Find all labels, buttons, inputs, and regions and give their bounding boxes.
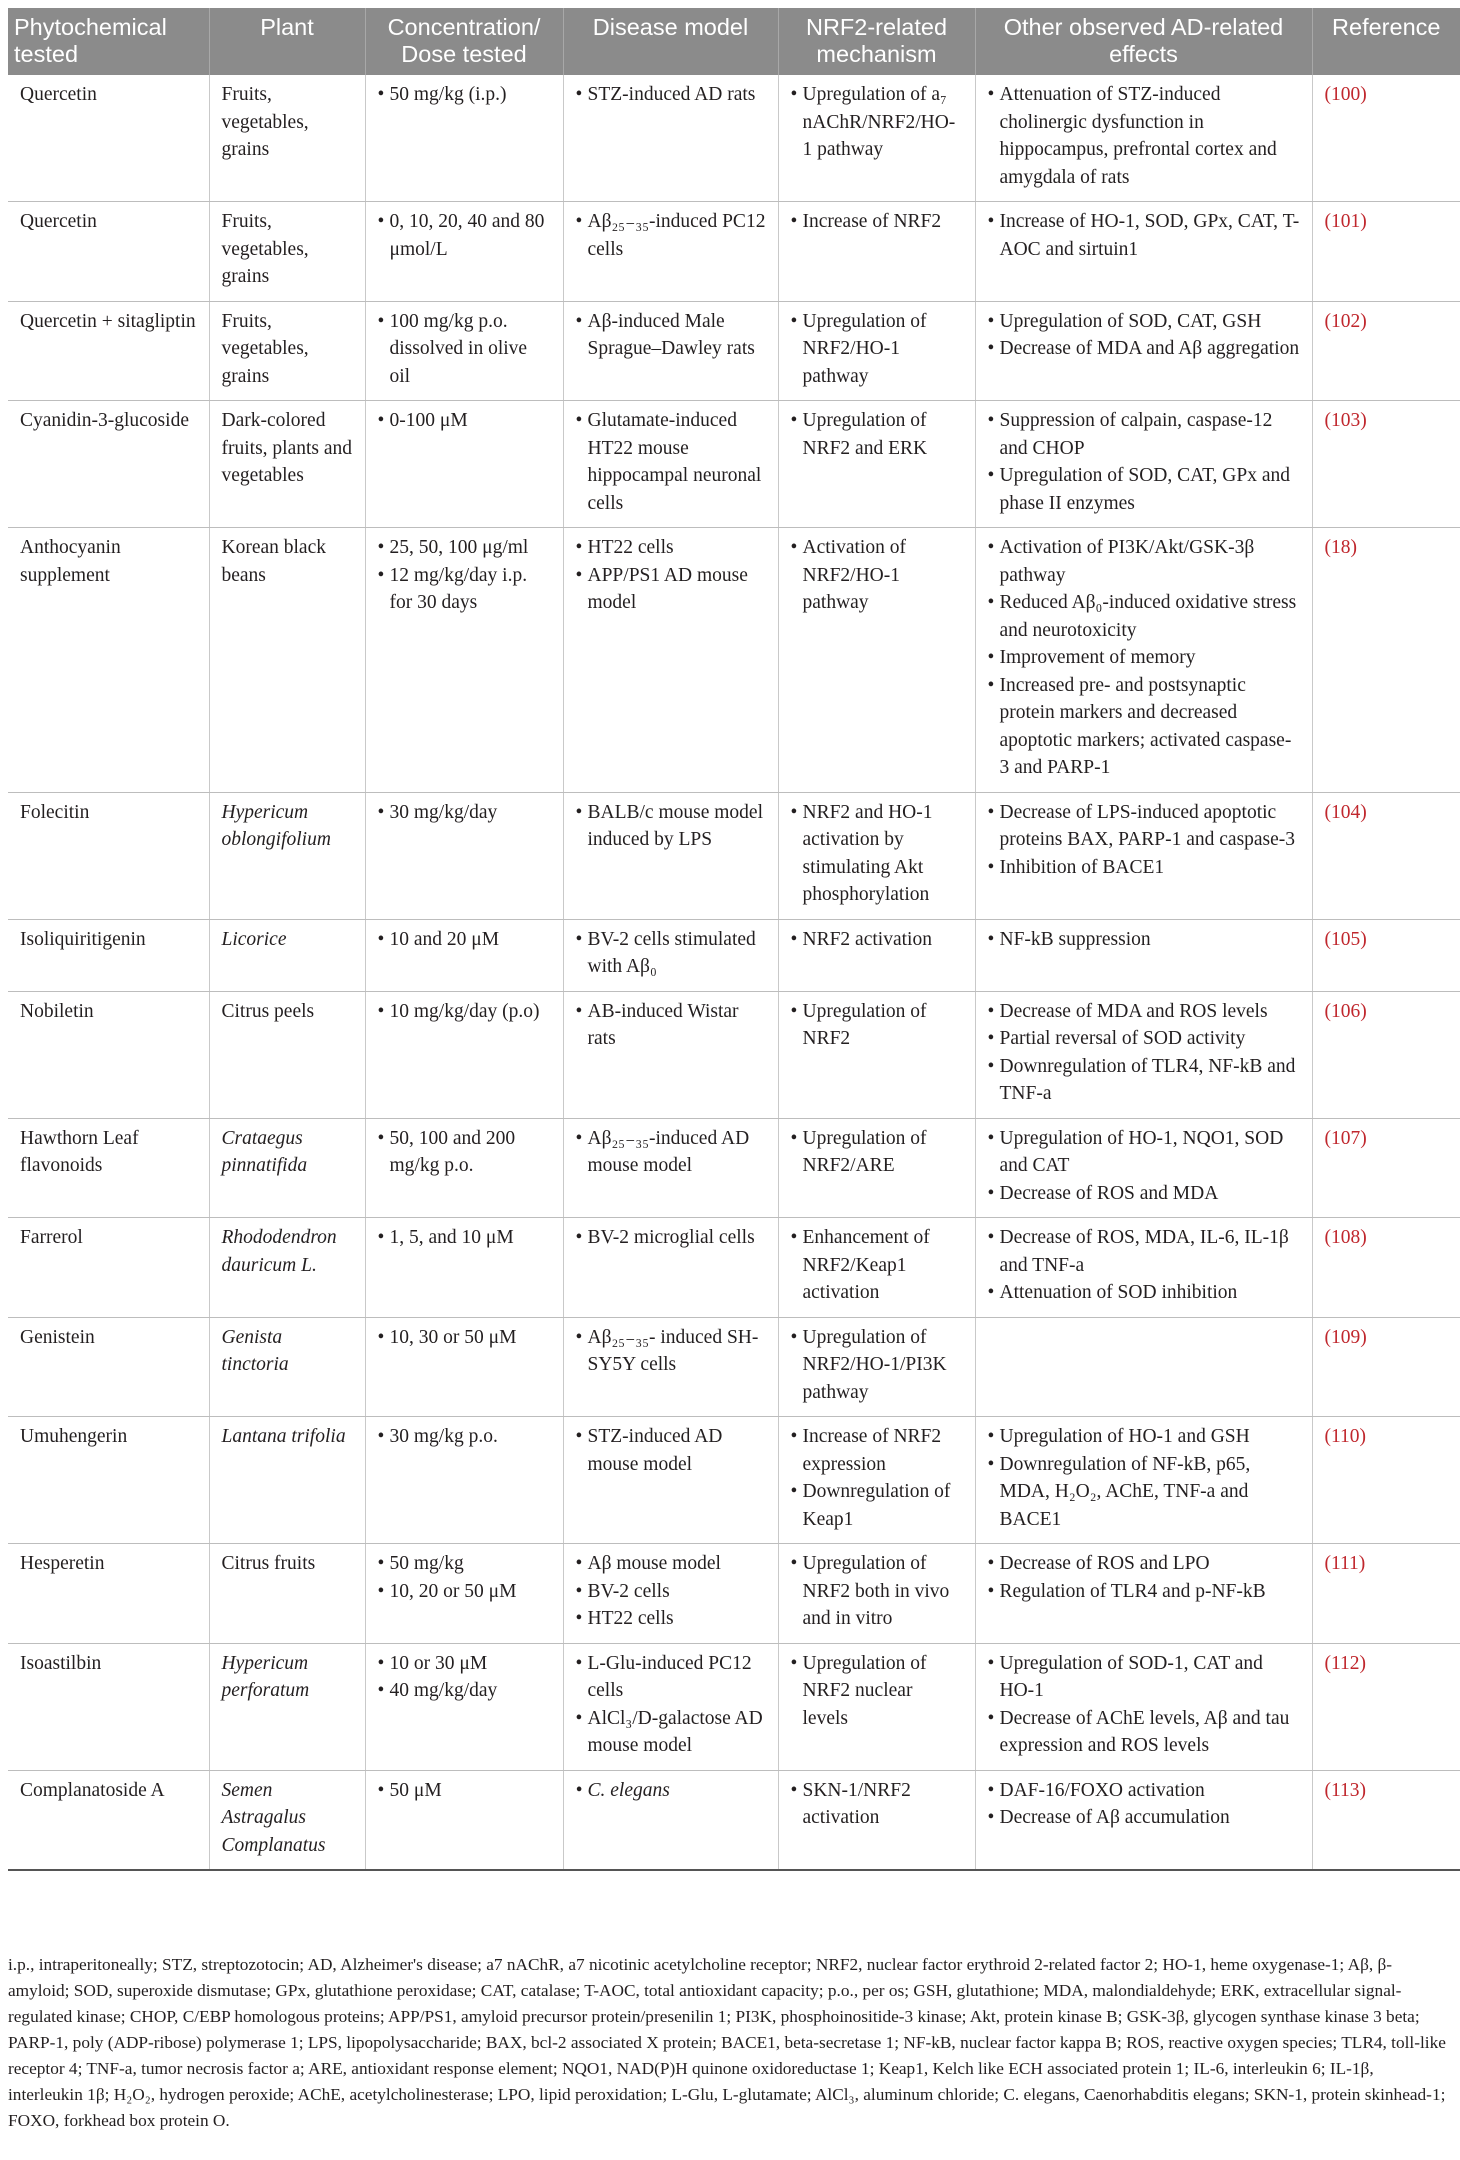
cell-nrf2-mechanism [778,401,975,528]
header-phytochemical: Phytochemical tested [8,8,209,75]
cell-nrf2-mechanism [778,301,975,401]
bullet-item: • Upregulation of NRF2 nuclear levels [791,1650,963,1733]
table-row [8,202,1460,302]
reference-link[interactable]: (102) [1324,310,1367,332]
cell-nrf2-mechanism-list [791,1550,963,1633]
cell-dose [365,991,563,1118]
cell-nrf2-mechanism [778,1118,975,1218]
bullet-item: • Decrease of ROS, MDA, IL-6, IL-1β and TNF-a [988,1224,1300,1279]
reference-link[interactable]: (108) [1324,1227,1367,1248]
cell-reference [1312,1118,1460,1218]
cell-phytochemical: Isoliquiritigenin [8,919,209,991]
cell-nrf2-mechanism [778,202,975,302]
cell-dose-list [378,1224,551,1252]
cell-plant: Semen Astragalus Complanatus [209,1770,365,1870]
bullet-item: • Decrease of LPS-induced apoptotic proteins BAX, PARP-1 and caspase-3 [988,799,1300,854]
reference-link[interactable]: (103) [1324,410,1367,431]
reference-link[interactable]: (111) [1324,1553,1366,1574]
cell-dose-list [378,1777,551,1805]
reference-link[interactable]: (104) [1324,801,1367,823]
bullet-item: • Decrease of ROS and MDA [988,1180,1300,1208]
bullet-item: • Enhancement of NRF2/Keap1 activation [791,1224,963,1307]
cell-reference [1312,301,1460,401]
cell-disease-model-list [576,1224,766,1252]
reference-link[interactable]: (110) [1324,1426,1367,1447]
cell-plant: Licorice [209,919,365,991]
table-row [8,301,1460,401]
table-body [8,75,1460,1870]
bullet-item: • 0-100 μM [378,407,551,435]
cell-disease-model-list [576,208,766,263]
cell-other-effects-list [988,534,1300,782]
cell-dose-list [378,534,551,617]
cell-nrf2-mechanism-list [791,1777,963,1832]
cell-other-effects [975,1770,1312,1870]
bullet-item: • 30 mg/kg p.o. [378,1423,551,1451]
cell-dose [365,1417,563,1544]
cell-disease-model-list [576,308,766,363]
cell-disease-model [563,792,778,919]
reference-link[interactable]: (105) [1324,928,1367,950]
bullet-item: • 50 mg/kg [378,1550,551,1578]
cell-disease-model [563,1218,778,1318]
cell-nrf2-mechanism-list [791,799,963,909]
bullet-item: • Downregulation of Keap1 [791,1478,963,1533]
bullet-item: • AlCl₃/D-galactose AD mouse model [576,1705,766,1760]
cell-phytochemical: Cyanidin-3-glucoside [8,401,209,528]
cell-dose-list [378,799,551,827]
cell-dose [365,528,563,793]
header-nrf2-mechanism: NRF2-related mechanism [778,8,975,75]
table-row [8,991,1460,1118]
bullet-item: • DAF-16/FOXO activation [988,1777,1300,1805]
cell-other-effects [975,1417,1312,1544]
cell-dose [365,301,563,401]
cell-disease-model [563,202,778,302]
bullet-item: • NRF2 and HO-1 activation by stimulating Akt phosphorylation [791,799,963,909]
bullet-item: • Upregulation of HO-1 and GSH [988,1423,1300,1451]
cell-other-effects-list [988,1777,1300,1832]
cell-nrf2-mechanism-list [791,926,963,954]
cell-other-effects [975,528,1312,793]
bullet-item: • Suppression of calpain, caspase-12 and CHOP [988,407,1300,462]
cell-dose-list [378,1125,551,1180]
cell-disease-model-list [576,799,766,854]
bullet-item: • 100 mg/kg p.o. dissolved in olive oil [378,308,551,391]
reference-link[interactable]: (112) [1324,1652,1367,1674]
reference-link[interactable]: (113) [1324,1779,1367,1801]
cell-nrf2-mechanism [778,1317,975,1417]
bullet-item: • 1, 5, and 10 μM [378,1224,551,1252]
cell-dose [365,202,563,302]
cell-plant: Fruits, vegetables, grains [209,301,365,401]
header-dose: Concentration/ Dose tested [365,8,563,75]
cell-disease-model [563,401,778,528]
cell-dose-list [378,1650,551,1705]
bullet-item: • Upregulation of NRF2/HO-1/PI3K pathway [791,1324,963,1407]
bullet-item: • Upregulation of a₇ nAChR/NRF2/HO-1 pathway [791,81,963,164]
bullet-item: • Upregulation of SOD, CAT, GSH [988,308,1300,336]
bullet-item: • Improvement of memory [988,644,1300,672]
header-disease-model: Disease model [563,8,778,75]
cell-dose-list [378,81,551,109]
bullet-item: • Upregulation of NRF2 and ERK [791,407,963,462]
bullet-item: • Inhibition of BACE1 [988,854,1300,882]
cell-reference [1312,75,1460,202]
cell-phytochemical: Genistein [8,1317,209,1417]
bullet-item: • Aβ-induced Male Sprague–Dawley rats [576,308,766,363]
cell-other-effects [975,1643,1312,1770]
bullet-item: • Increased pre- and postsynaptic protein markers and decreased apoptotic markers; activated caspase-3 and PARP-1 [988,672,1300,782]
cell-reference [1312,1317,1460,1417]
cell-plant: Dark-colored fruits, plants and vegetables [209,401,365,528]
bullet-item: • Attenuation of STZ-induced cholinergic dysfunction in hippocampus, prefrontal cortex and amygdala of rats [988,81,1300,191]
bullet-item: • 50 mg/kg (i.p.) [378,81,551,109]
cell-nrf2-mechanism-list [791,407,963,462]
cell-other-effects-list [988,208,1300,263]
bullet-item: • Aβ₂₅₋₃₅- induced SH-SY5Y cells [576,1324,766,1379]
cell-nrf2-mechanism-list [791,81,963,164]
cell-disease-model-list [576,1125,766,1180]
bullet-item: • 10, 30 or 50 μM [378,1324,551,1352]
table-row [8,528,1460,793]
cell-plant: Citrus fruits [209,1544,365,1644]
bullet-item: • Upregulation of NRF2 [791,998,963,1053]
header-reference: Reference [1312,8,1460,75]
bullet-item: • NF-kB suppression [988,926,1300,954]
bullet-item: • BALB/c mouse model induced by LPS [576,799,766,854]
cell-disease-model [563,1317,778,1417]
bullet-item: • C. elegans [576,1777,766,1805]
cell-reference [1312,202,1460,302]
bullet-item: • 10, 20 or 50 μM [378,1578,551,1606]
cell-other-effects-list [988,1650,1300,1760]
bullet-item: • Aβ₂₅₋₃₅-induced AD mouse model [576,1125,766,1180]
cell-reference [1312,1417,1460,1544]
cell-other-effects [975,991,1312,1118]
cell-phytochemical: Quercetin [8,75,209,202]
header-plant: Plant [209,8,365,75]
cell-disease-model [563,991,778,1118]
cell-other-effects [975,401,1312,528]
bullet-item: • Aβ mouse model [576,1550,766,1578]
bullet-item: • 10 and 20 μM [378,926,551,954]
cell-other-effects [975,792,1312,919]
table-row [8,919,1460,991]
bullet-item: • Upregulation of NRF2 both in vivo and in vitro [791,1550,963,1633]
cell-phytochemical: Isoastilbin [8,1643,209,1770]
reference-link[interactable]: (101) [1324,211,1367,232]
bullet-item: • APP/PS1 AD mouse model [576,562,766,617]
bullet-item: • BV-2 cells [576,1578,766,1606]
cell-disease-model-list [576,407,766,517]
cell-dose [365,1643,563,1770]
cell-other-effects-list [988,1550,1300,1605]
bullet-item: • Upregulation of SOD-1, CAT and HO-1 [988,1650,1300,1705]
bullet-item: • Glutamate-induced HT22 mouse hippocampal neuronal cells [576,407,766,517]
table-row [8,75,1460,202]
cell-nrf2-mechanism-list [791,208,963,236]
cell-disease-model-list [576,1423,766,1478]
cell-plant: Hypericum perforatum [209,1643,365,1770]
cell-reference [1312,1218,1460,1318]
bullet-item: • 12 mg/kg/day i.p. for 30 days [378,562,551,617]
cell-reference [1312,1643,1460,1770]
table-row [8,1317,1460,1417]
cell-disease-model-list [576,998,766,1053]
cell-plant: Korean black beans [209,528,365,793]
bullet-item: • Activation of PI3K/Akt/GSK-3β pathway [988,534,1300,589]
cell-nrf2-mechanism-list [791,1125,963,1180]
cell-other-effects-list [988,998,1300,1108]
cell-nrf2-mechanism [778,1544,975,1644]
bullet-item: • Aβ₂₅₋₃₅-induced PC12 cells [576,208,766,263]
bullet-item: • AB-induced Wistar rats [576,998,766,1053]
reference-link[interactable]: (109) [1324,1326,1367,1348]
cell-disease-model-list [576,1777,766,1805]
cell-other-effects-list [988,799,1300,882]
bullet-item: • Decrease of Aβ accumulation [988,1804,1300,1832]
table-row [8,792,1460,919]
bullet-item: • 50, 100 and 200 mg/kg p.o. [378,1125,551,1180]
cell-reference [1312,919,1460,991]
table-row [8,1417,1460,1544]
cell-other-effects-list [988,926,1300,954]
cell-nrf2-mechanism [778,75,975,202]
bullet-item: • HT22 cells [576,1605,766,1633]
cell-plant: Fruits, vegetables, grains [209,202,365,302]
cell-nrf2-mechanism [778,1417,975,1544]
bullet-item: • 40 mg/kg/day [378,1677,551,1705]
reference-link[interactable]: (18) [1324,537,1357,558]
cell-nrf2-mechanism [778,991,975,1118]
bullet-item: • BV-2 microglial cells [576,1224,766,1252]
bullet-item: • Increase of NRF2 [791,208,963,236]
header-row [8,8,1460,75]
bullet-item: • Attenuation of SOD inhibition [988,1279,1300,1307]
cell-other-effects [975,1118,1312,1218]
cell-other-effects [975,1218,1312,1318]
bullet-item: • Increase of NRF2 expression [791,1423,963,1478]
bullet-item: • SKN-1/NRF2 activation [791,1777,963,1832]
cell-disease-model [563,919,778,991]
cell-nrf2-mechanism [778,919,975,991]
bullet-item: • 30 mg/kg/day [378,799,551,827]
bullet-item: • NRF2 activation [791,926,963,954]
cell-nrf2-mechanism-list [791,1224,963,1307]
bullet-item: • Downregulation of TLR4, NF-kB and TNF-a [988,1053,1300,1108]
bullet-item: • Activation of NRF2/HO-1 pathway [791,534,963,617]
cell-phytochemical: Anthocyanin supplement [8,528,209,793]
cell-plant: Fruits, vegetables, grains [209,75,365,202]
cell-dose [365,401,563,528]
cell-disease-model [563,75,778,202]
bullet-item: • STZ-induced AD mouse model [576,1423,766,1478]
cell-dose-list [378,926,551,954]
table-row [8,1118,1460,1218]
cell-dose-list [378,407,551,435]
cell-nrf2-mechanism [778,792,975,919]
table-row [8,1544,1460,1644]
cell-other-effects-list [988,1423,1300,1533]
cell-other-effects [975,301,1312,401]
cell-disease-model-list [576,1650,766,1760]
bullet-item: • 0, 10, 20, 40 and 80 μmol/L [378,208,551,263]
bullet-item: • Upregulation of NRF2/ARE [791,1125,963,1180]
bullet-item: • HT22 cells [576,534,766,562]
cell-nrf2-mechanism-list [791,1324,963,1407]
cell-disease-model-list [576,81,766,109]
phytochemical-table [8,8,1460,1871]
bullet-item: • Upregulation of HO-1, NQO1, SOD and CAT [988,1125,1300,1180]
bullet-item: • L-Glu-induced PC12 cells [576,1650,766,1705]
cell-nrf2-mechanism-list [791,998,963,1053]
cell-dose-list [378,208,551,263]
cell-disease-model [563,1643,778,1770]
bullet-item: • Regulation of TLR4 and p-NF-kB [988,1578,1300,1606]
bullet-item: • 10 or 30 μM [378,1650,551,1678]
cell-plant: Crataegus pinnatifida [209,1118,365,1218]
header-other-effects: Other observed AD-related effects [975,8,1312,75]
cell-disease-model-list [576,1324,766,1379]
cell-nrf2-mechanism [778,1770,975,1870]
table-row [8,1218,1460,1318]
cell-disease-model-list [576,1550,766,1633]
bullet-item: • STZ-induced AD rats [576,81,766,109]
cell-nrf2-mechanism [778,1643,975,1770]
cell-plant: Rhododendron dauricum L. [209,1218,365,1318]
cell-phytochemical: Umuhengerin [8,1417,209,1544]
cell-dose [365,792,563,919]
cell-disease-model-list [576,926,766,981]
cell-reference [1312,792,1460,919]
cell-other-effects [975,1317,1312,1417]
cell-reference [1312,1770,1460,1870]
cell-disease-model [563,1770,778,1870]
cell-disease-model-list [576,534,766,617]
bullet-item: • 10 mg/kg/day (p.o) [378,998,551,1026]
cell-nrf2-mechanism-list [791,534,963,617]
cell-dose [365,1544,563,1644]
cell-reference [1312,528,1460,793]
cell-disease-model [563,528,778,793]
cell-dose [365,1218,563,1318]
cell-phytochemical: Hawthorn Leaf flavonoids [8,1118,209,1218]
cell-other-effects [975,919,1312,991]
bullet-item: • 25, 50, 100 μg/ml [378,534,551,562]
cell-reference [1312,1544,1460,1644]
cell-phytochemical: Quercetin [8,202,209,302]
cell-disease-model [563,301,778,401]
cell-phytochemical: Nobiletin [8,991,209,1118]
cell-other-effects-list [988,1125,1300,1208]
cell-phytochemical: Complanatoside A [8,1770,209,1870]
cell-phytochemical: Quercetin + sitagliptin [8,301,209,401]
cell-phytochemical: Folecitin [8,792,209,919]
cell-plant: Lantana trifolia [209,1417,365,1544]
cell-disease-model [563,1118,778,1218]
cell-dose-list [378,1550,551,1605]
reference-link[interactable]: (106) [1324,1000,1367,1022]
table-row [8,1643,1460,1770]
bullet-item: • BV-2 cells stimulated with Aβ₀ [576,926,766,981]
cell-dose-list [378,1324,551,1352]
cell-other-effects-list [988,81,1300,191]
cell-disease-model [563,1417,778,1544]
cell-other-effects [975,75,1312,202]
cell-plant: Citrus peels [209,991,365,1118]
cell-other-effects-list [988,407,1300,517]
cell-dose [365,75,563,202]
cell-other-effects-list [988,308,1300,363]
cell-disease-model [563,1544,778,1644]
bullet-item: • Upregulation of NRF2/HO-1 pathway [791,308,963,391]
reference-link[interactable]: (100) [1324,84,1367,105]
cell-dose [365,1317,563,1417]
cell-dose-list [378,1423,551,1451]
cell-other-effects [975,1544,1312,1644]
table-row [8,1770,1460,1870]
bullet-item: • Decrease of MDA and Aβ aggregation [988,335,1300,363]
cell-dose [365,1770,563,1870]
table-row [8,401,1460,528]
cell-nrf2-mechanism [778,1218,975,1318]
cell-nrf2-mechanism-list [791,1423,963,1533]
bullet-item: • Reduced Aβ₀-induced oxidative stress and neurotoxicity [988,589,1300,644]
bullet-item: • Partial reversal of SOD activity [988,1025,1300,1053]
bullet-item: • Downregulation of NF-kB, p65, MDA, H₂O₂, AChE, TNF-a and BACE1 [988,1451,1300,1534]
cell-other-effects-list [988,1224,1300,1307]
bullet-item: • Decrease of MDA and ROS levels [988,998,1300,1026]
footnote: i.p., intraperitoneally; STZ, streptozotocin; AD, Alzheimer's disease; a7 nAChR, a7 nicotinic acetylcholine receptor; NRF2, nuclear factor erythroid 2-related factor 2; HO-1, heme oxygenase-1; Aβ, β-amyloid; SOD, superoxide dismutase; GPx, glutathione peroxidase; CAT, catalase; T-AOC, total antioxidant capacity; p.o., per os; GSH, glutathione; MDA, malondialdehyde; ERK, extracellular signal-regulated kinase; CHOP, C/EBP homologous proteins; APP/PS1, amyloid precursor protein/presenilin 1; PI3K, phosphoinositide-3 kinase; Akt, protein kinase B; GSK-3β, glycogen synthase kinase 3 beta; PARP-1, poly (ADP-ribose) polymerase 1; LPS, lipopolysaccharide; BAX, bcl-2 associated X protein; BACE1, beta-secretase 1; NF-kB, nuclear factor kappa B; ROS, reactive oxygen species; TLR4, toll-like receptor 4; TNF-a, tumor necrosis factor a; ARE, antioxidant response element; NQO1, NAD(P)H quinone oxidoreductase 1; Keap1, Kelch like ECH associated protein 1; IL-6, interleukin 6; IL-1β, interleukin 1β; H₂O₂, hydrogen peroxide; AChE, acetylcholinesterase; LPO, lipid peroxidation; L-Glu, L-glutamate; AlCl₃, aluminum chloride; C. elegans, Caenorhabditis elegans; SKN-1, protein skinhead-1; FOXO, forkhead box protein O. [8,1955,1446,2130]
bullet-item: • 50 μM [378,1777,551,1805]
cell-reference [1312,991,1460,1118]
bullet-item: • Decrease of ROS and LPO [988,1550,1300,1578]
cell-nrf2-mechanism-list [791,1650,963,1733]
cell-dose [365,1118,563,1218]
cell-phytochemical: Farrerol [8,1218,209,1318]
cell-dose-list [378,998,551,1026]
cell-dose [365,919,563,991]
cell-plant: Hypericum oblongifolium [209,792,365,919]
bullet-item: • Upregulation of SOD, CAT, GPx and phase II enzymes [988,462,1300,517]
table-container [8,8,1460,1871]
reference-link[interactable]: (107) [1324,1127,1367,1149]
cell-nrf2-mechanism [778,528,975,793]
bullet-item: • Decrease of AChE levels, Aβ and tau expression and ROS levels [988,1705,1300,1760]
cell-reference [1312,401,1460,528]
cell-dose-list [378,308,551,391]
bullet-item: • Increase of HO-1, SOD, GPx, CAT, T-AOC and sirtuin1 [988,208,1300,263]
cell-nrf2-mechanism-list [791,308,963,391]
cell-other-effects [975,202,1312,302]
cell-phytochemical: Hesperetin [8,1544,209,1644]
cell-plant: Genista tinctoria [209,1317,365,1417]
